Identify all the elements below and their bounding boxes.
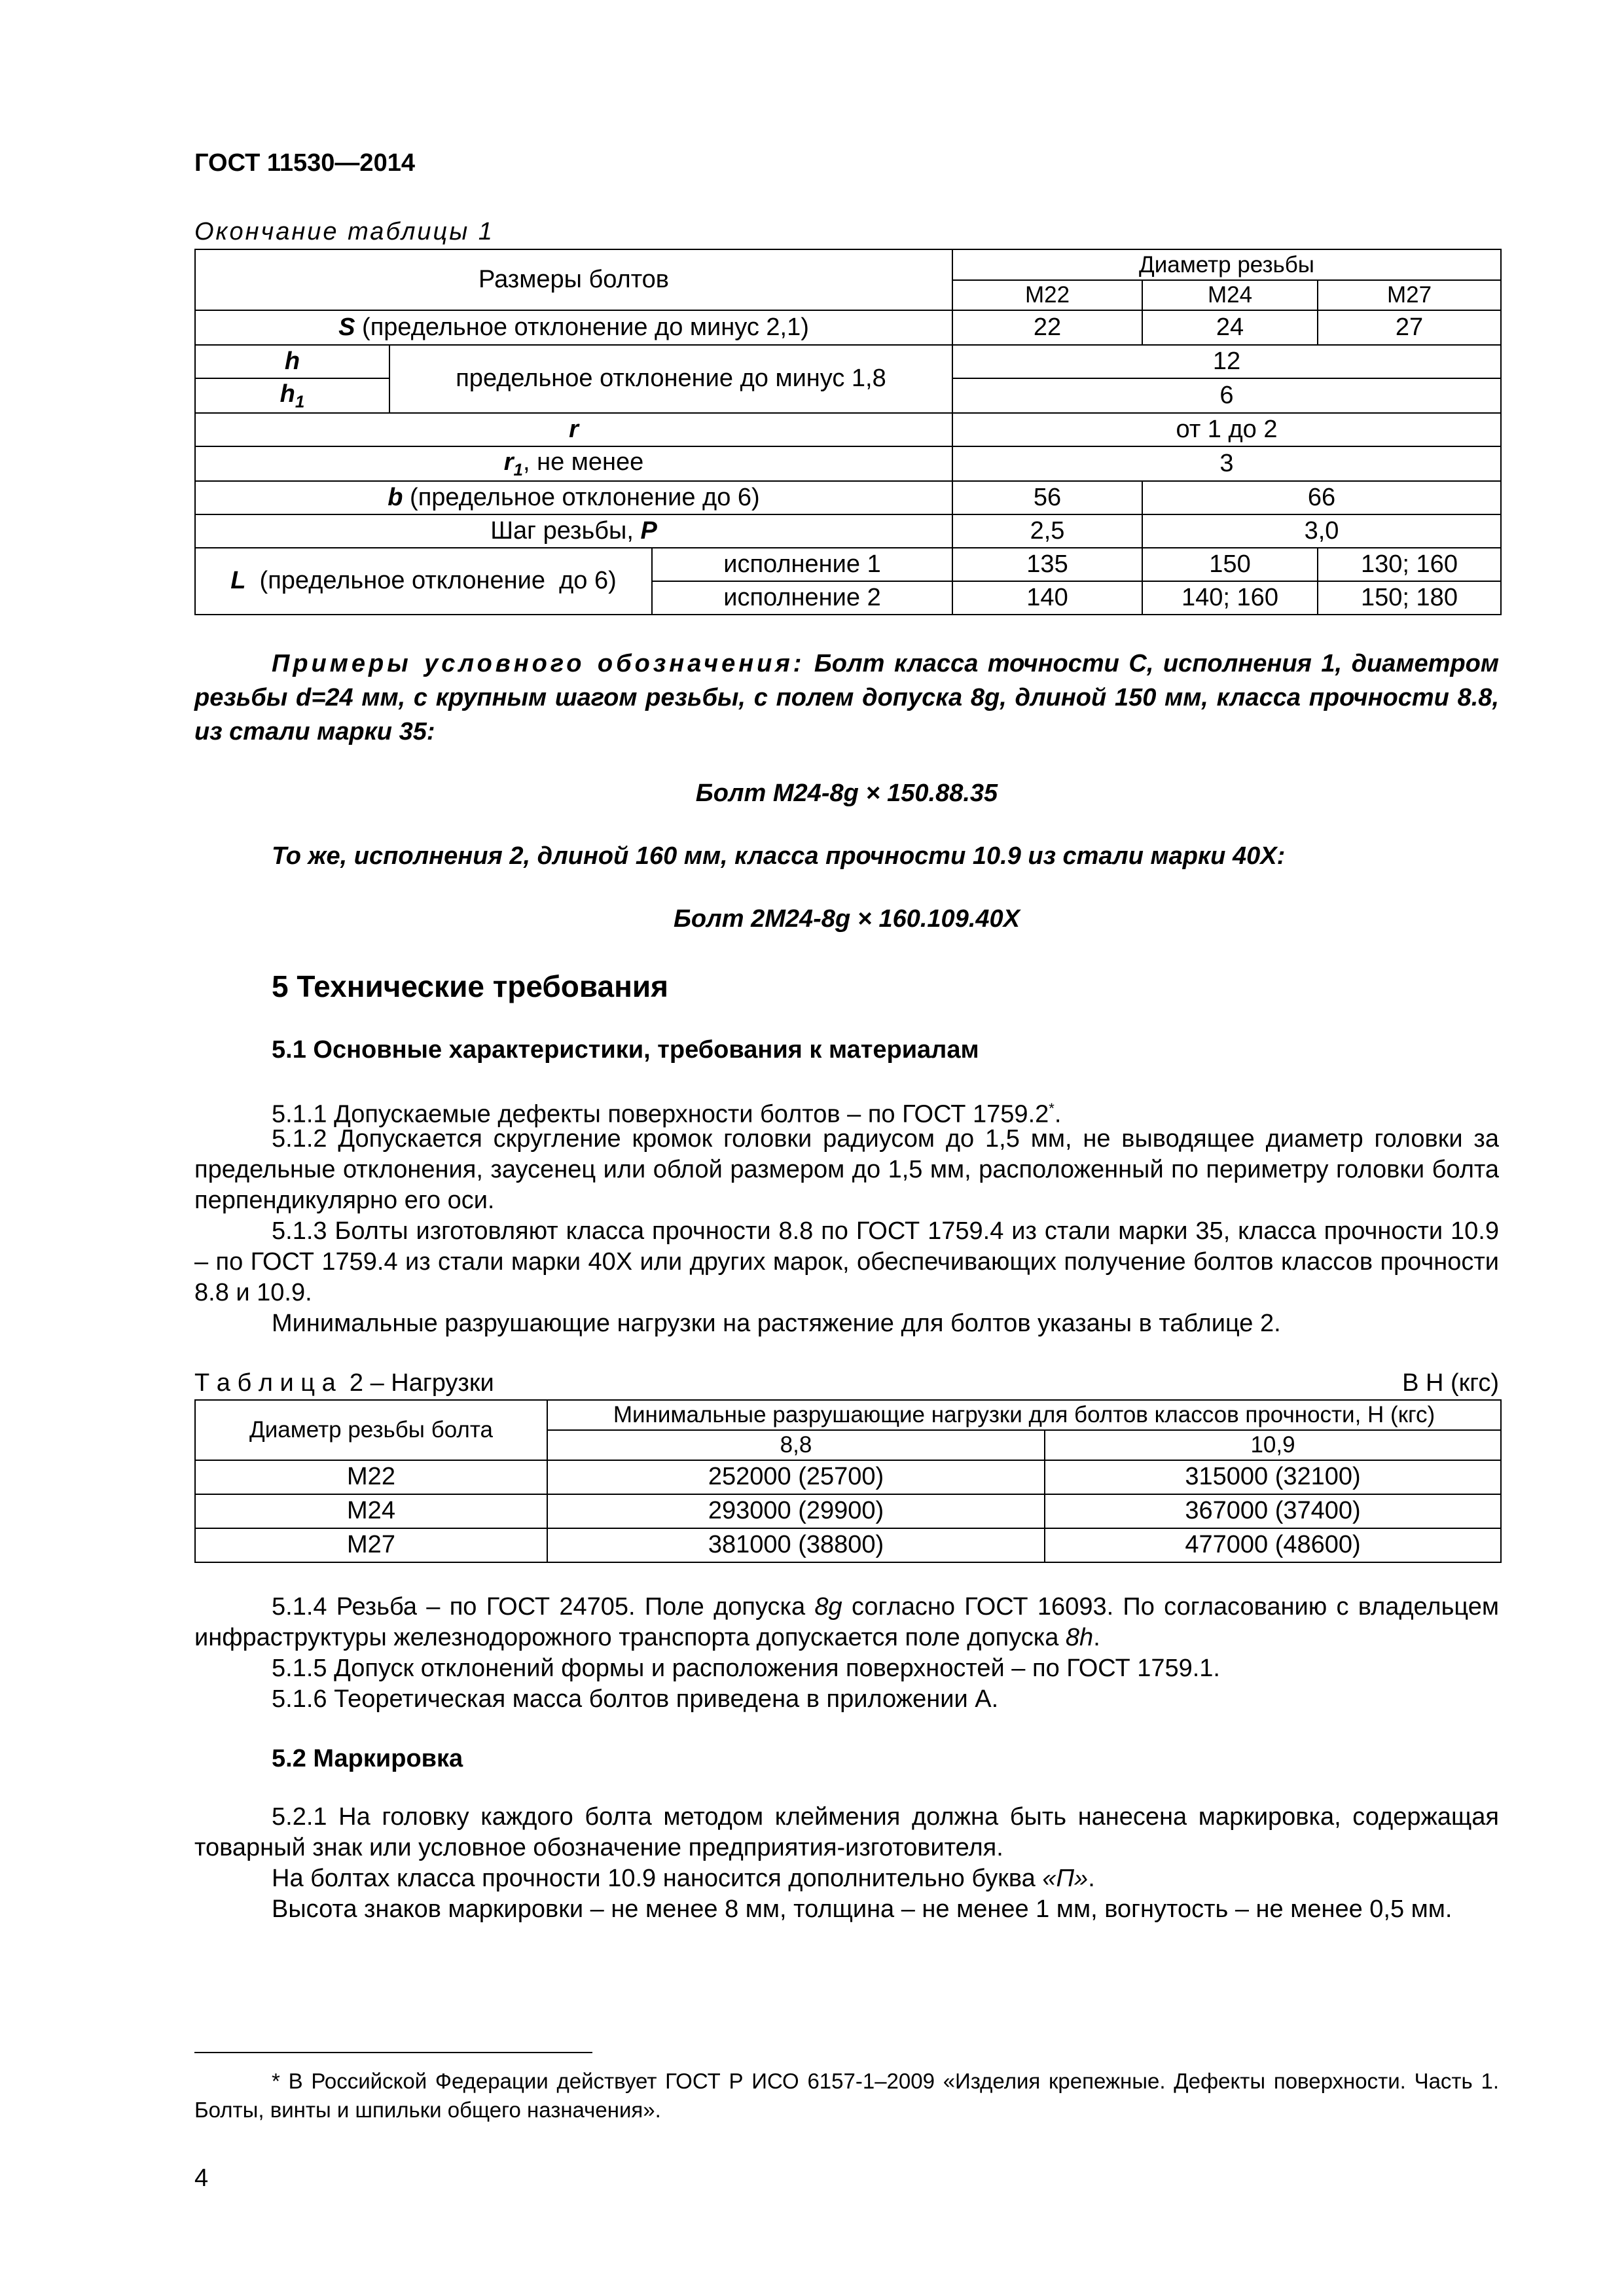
paragraph-5-1-1: 5.1.1 Допускаемые дефекты поверхности болтов – по ГОСТ 1759.2*. [272, 1100, 1062, 1128]
table-cell: 381000 (38800) [547, 1528, 1045, 1562]
table-cell: от 1 до 2 [952, 413, 1501, 446]
page-number: 4 [194, 2164, 209, 2192]
table-cell: 140; 160 [1142, 581, 1318, 615]
footnote: * В Российской Федерации действует ГОСТ Р ИСО 6157-1–2009 «Изделия крепежные. Дефекты поверхности. Часть 1. Болты, винты и шпильки общего назначения». [194, 2069, 1499, 2122]
table-cell: М24 [195, 1494, 547, 1528]
table-row [195, 481, 1501, 514]
table-cell: 130; 160 [1318, 548, 1501, 581]
table-cell: 22 [952, 310, 1142, 345]
table-row [195, 310, 1501, 345]
section-5-1-title: 5.1 Основные характеристики, требования к материалам [272, 1036, 979, 1064]
designation-1: Болт М24-8g × 150.88.35 [695, 780, 998, 807]
table-row [195, 413, 1501, 446]
table1-row-h-symbol: h [195, 345, 389, 378]
table-cell: 477000 (48600) [1045, 1528, 1501, 1562]
paragraph-5-1-2: 5.1.2 Допускается скругление кромок головки радиусом до 1,5 мм, не выводящее диаметр головки за предельные отклонения, заусенец или облой размером до 1,5 мм, расположенный по периметру головки болта перпендикулярно его оси. [194, 1125, 1499, 1214]
table1-row-s-label: S (предельное отклонение до минус 2,1) [195, 310, 952, 345]
table1-col-group-header: Размеры болтов [195, 249, 952, 310]
table1-row-h-label: предельное отклонение до минус 1,8 [389, 345, 952, 413]
footnote-separator [194, 2052, 592, 2053]
designation-2: Болт 2М24-8g × 160.109.40Х [674, 905, 1020, 933]
table-cell: 252000 (25700) [547, 1460, 1045, 1494]
table2-col-loads: Минимальные разрушающие нагрузки для болтов классов прочности, Н (кгс) [547, 1400, 1501, 1430]
table-cell: М27 [195, 1528, 547, 1562]
table-cell: 2,5 [952, 514, 1142, 548]
same-as-paragraph: То же, исполнения 2, длиной 160 мм, класса прочности 10.9 из стали марки 40Х: [272, 842, 1286, 870]
table1-col-m22: М22 [952, 280, 1142, 310]
examples-paragraph: Примеры условного обозначения: Болт класса точности С, исполнения 1, диаметром резьбы d=24 мм, с крупным шагом резьбы, с полем допуска 8g, длиной 150 мм, класса прочности 8.8, из стали марки 35: [194, 650, 1499, 745]
table-cell: М22 [195, 1460, 547, 1494]
paragraph-marking-height: Высота знаков маркировки – не менее 8 мм, толщина – не менее 1 мм, вогнутость – не менее 0,5 мм. [272, 1895, 1453, 1923]
table1-row-l-label: L (предельное отклонение до 6) [195, 548, 652, 615]
table1-variant-2: исполнение 2 [652, 581, 952, 615]
table1-row-r-symbol: r [195, 413, 952, 446]
table-cell: 135 [952, 548, 1142, 581]
table2-class-10-9: 10,9 [1045, 1430, 1501, 1460]
section-5-title: 5 Технические требования [272, 969, 668, 1003]
table-row [195, 1494, 1501, 1528]
paragraph-5-1-3: 5.1.3 Болты изготовляют класса прочности 8.8 по ГОСТ 1759.4 из стали марки 35, класса прочности 10.9 – по ГОСТ 1759.4 из стали марки 40Х или других марок, обеспечивающих получение болтов классов прочности 8.8 и 10.9. [194, 1217, 1499, 1306]
table-cell: 27 [1318, 310, 1501, 345]
table-row [195, 446, 1501, 481]
table1-thread-header: Диаметр резьбы [952, 249, 1501, 280]
table-cell: 12 [952, 345, 1501, 378]
table1-row-h1-symbol: $h_1$ [195, 378, 389, 413]
paragraph-letter: На болтах класса прочности 10.9 наносится дополнительно буква «П». [272, 1865, 1095, 1892]
table-cell: 3,0 [1142, 514, 1501, 548]
table1-row-r1-label: $r_1$, не менее [195, 446, 952, 481]
section-5-2-title: 5.2 Маркировка [272, 1745, 463, 1772]
table-cell: 293000 (29900) [547, 1494, 1045, 1528]
table1-caption: Окончание таблицы 1 [194, 218, 494, 245]
table2-class-8-8: 8,8 [547, 1430, 1045, 1460]
table1-col-m27: М27 [1318, 280, 1501, 310]
table1-row-p-label: Шаг резьбы, P [195, 514, 952, 548]
table2 [194, 1399, 1502, 1563]
table-cell: 315000 (32100) [1045, 1460, 1501, 1494]
paragraph-5-2-1: 5.2.1 На головку каждого болта методом клеймения должна быть нанесена маркировка, содержащая товарный знак или условное обозначение предприятия-изготовителя. [194, 1803, 1499, 1861]
table-cell: 3 [952, 446, 1501, 481]
table-row [195, 548, 1501, 581]
table1-col-m24: М24 [1142, 280, 1318, 310]
table-row [195, 345, 1501, 378]
table-cell: 150; 180 [1318, 581, 1501, 615]
table-cell: 24 [1142, 310, 1318, 345]
table1 [194, 249, 1502, 615]
table1-row-b-label: b (предельное отклонение до 6) [195, 481, 952, 514]
table-cell: 367000 (37400) [1045, 1494, 1501, 1528]
table-cell: 56 [952, 481, 1142, 514]
paragraph-loads: Минимальные разрушающие нагрузки на растяжение для болтов указаны в таблице 2. [272, 1310, 1281, 1337]
table2-col-diameter: Диаметр резьбы болта [195, 1400, 547, 1460]
table1-header-row [195, 249, 1501, 280]
table1-variant-1: исполнение 1 [652, 548, 952, 581]
table-row [195, 1460, 1501, 1494]
paragraph-5-1-5: 5.1.5 Допуск отклонений формы и расположения поверхностей – по ГОСТ 1759.1. [272, 1655, 1220, 1682]
table-cell: 150 [1142, 548, 1318, 581]
table-cell: 6 [952, 378, 1501, 413]
table-row [195, 514, 1501, 548]
table2-caption: Т а б л и ц а 2 – Нагрузки [194, 1369, 494, 1397]
paragraph-5-1-4: 5.1.4 Резьба – по ГОСТ 24705. Поле допуска 8g согласно ГОСТ 16093. По согласованию с владельцем инфраструктуры железнодорожного транспорта допускается поле допуска 8h. [194, 1593, 1500, 1651]
table-row [195, 1528, 1501, 1562]
paragraph-5-1-6: 5.1.6 Теоретическая масса болтов приведена в приложении А. [272, 1685, 999, 1713]
table-cell: 66 [1142, 481, 1501, 514]
table2-header-row [195, 1400, 1501, 1430]
document-header: ГОСТ 11530—2014 [194, 149, 415, 177]
table-cell: 140 [952, 581, 1142, 615]
table2-units: В Н (кгс) [1402, 1369, 1499, 1397]
